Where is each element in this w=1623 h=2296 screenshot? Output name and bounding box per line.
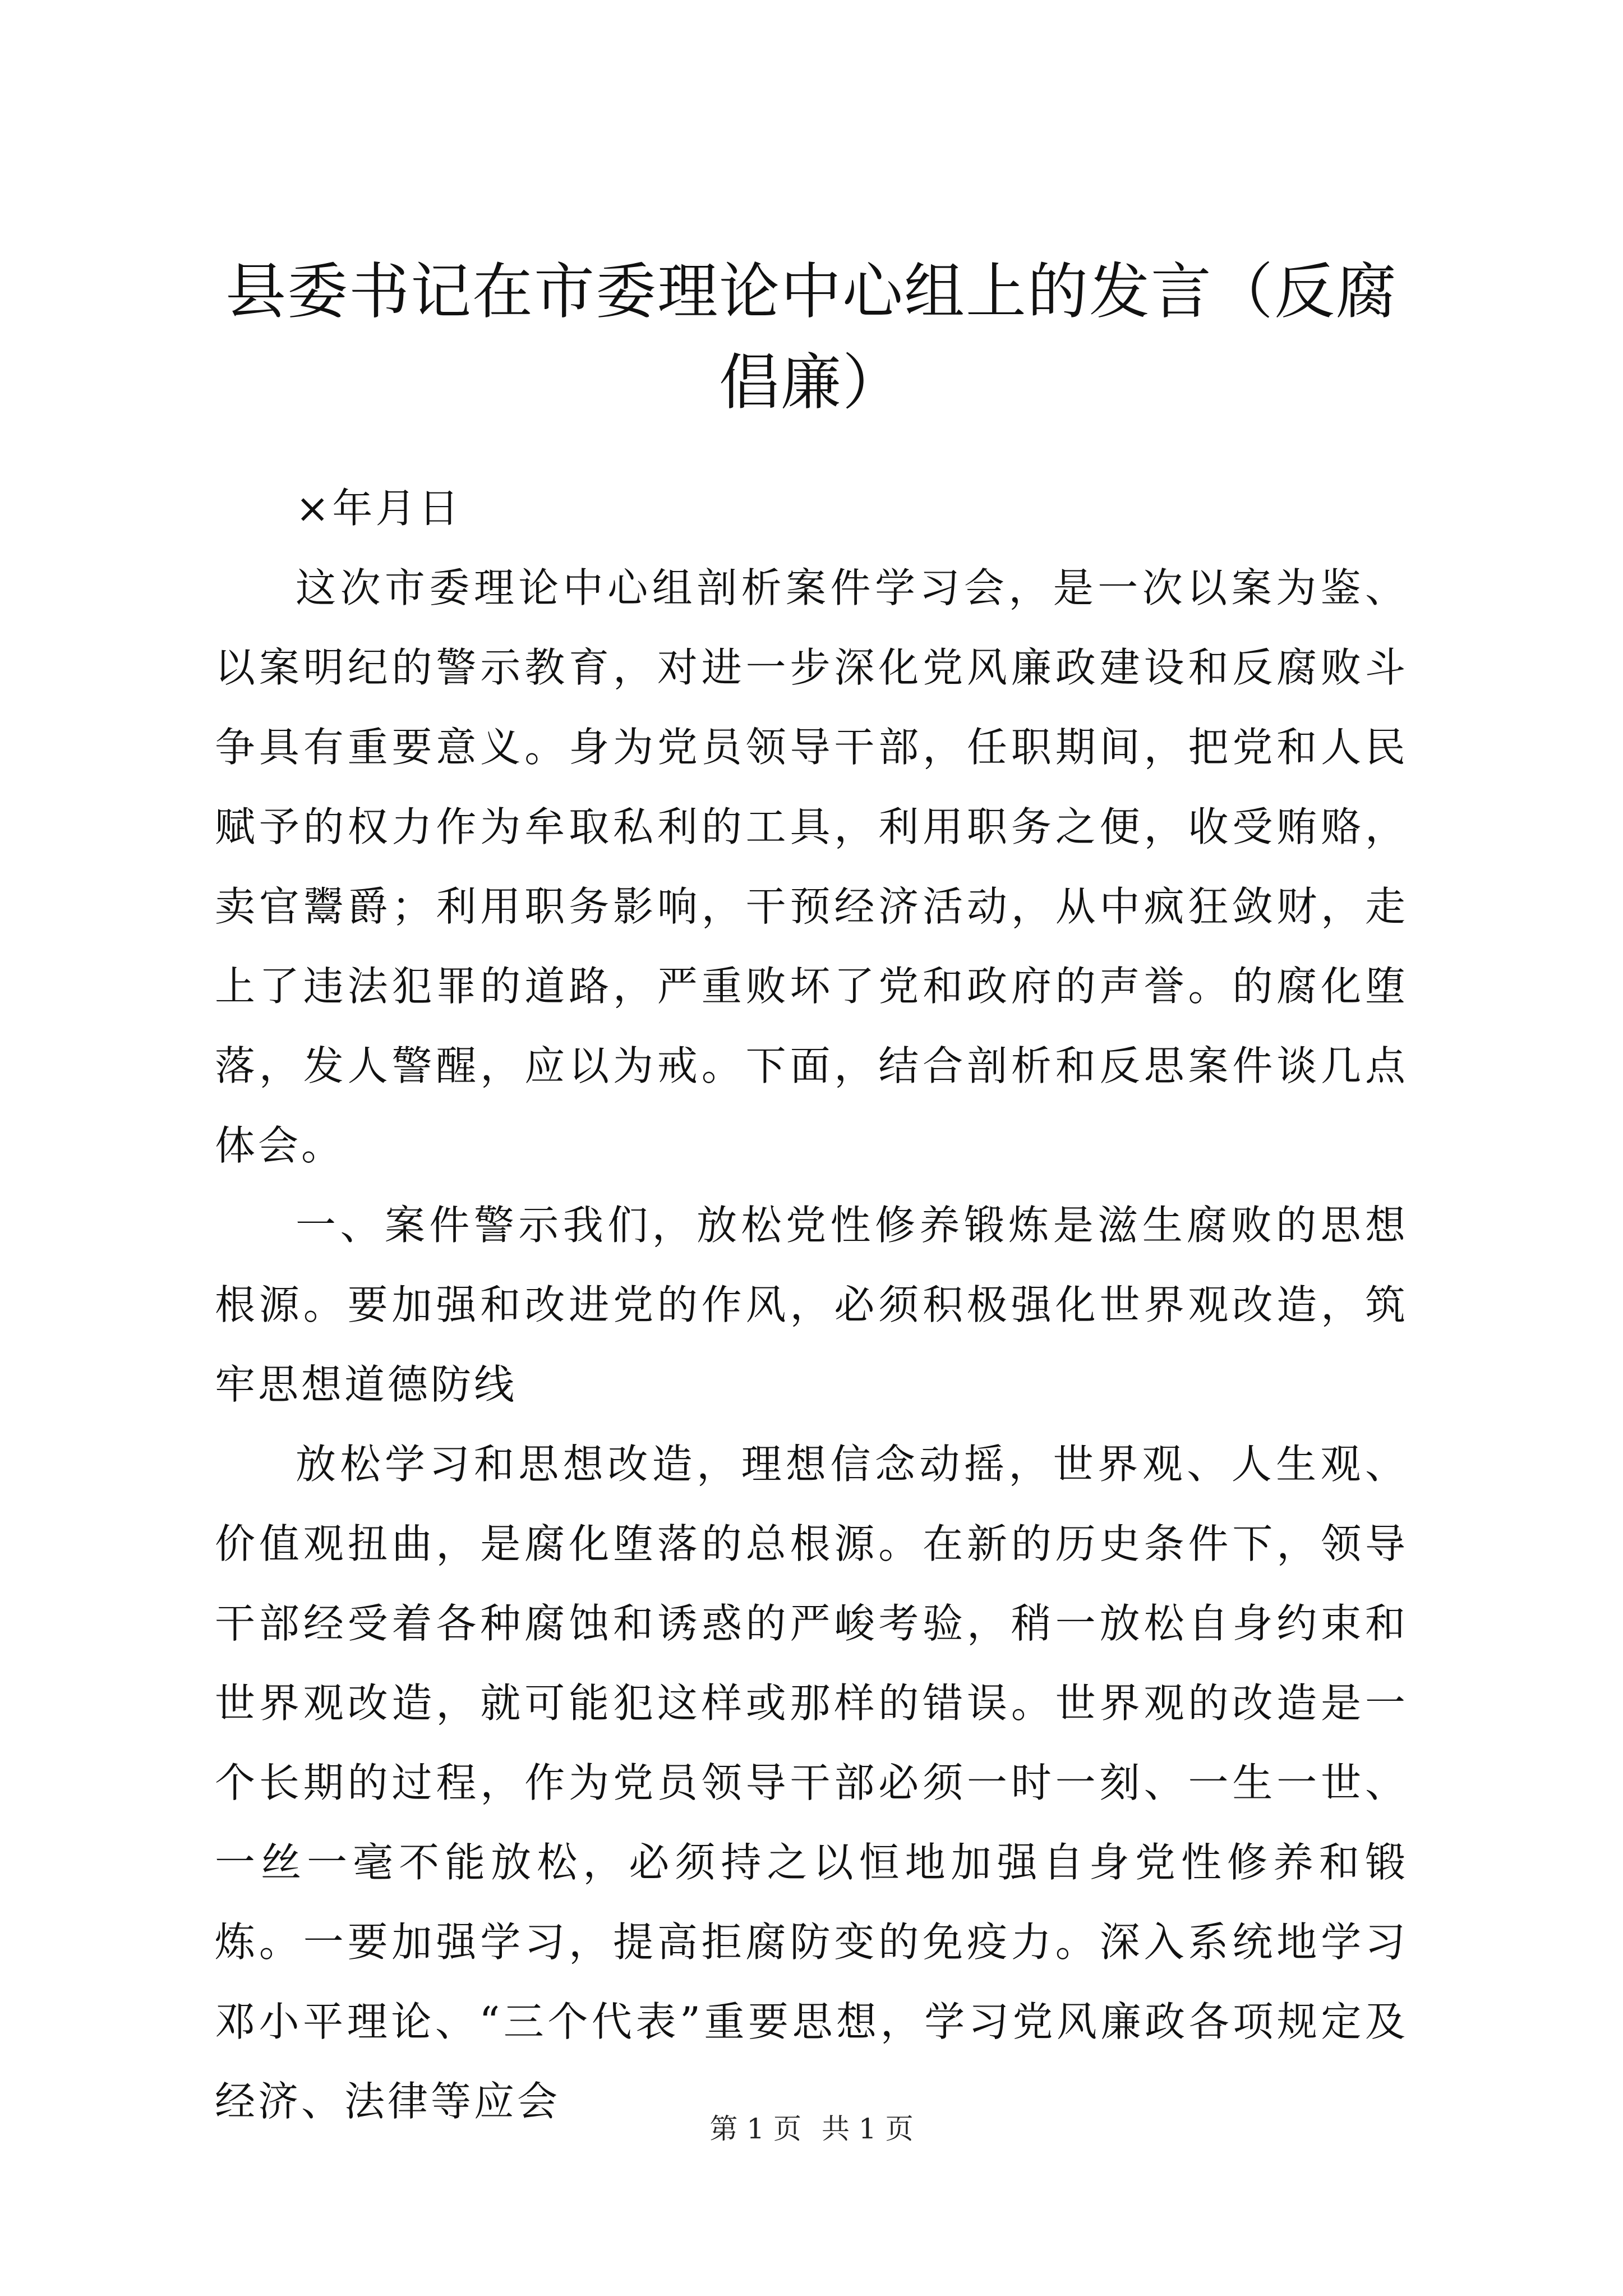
paragraph-section-one-heading: 一、案件警示我们，放松党性修养锻炼是滋生腐败的思想根源。要加强和改进党的作风，必须积极强化世界观改造，筑牢思想道德防线 (215, 1202, 1408, 1408)
paragraph-intro: 这次市委理论中心组剖析案件学习会，是一次以案为鉴、以案明纪的警示教育，对进一步深化党风廉政建设和反腐败斗争具有重要意义。身为党员领导干部，任职期间，把党和人民赋予的权力作为牟取私利的工具，利用职务之便，收受贿赂，卖官鬻爵；利用职务影响，干预经济活动，从中疯狂敛财，走上了违法犯罪的道路，严重败坏了党和政府的声誉。的腐化堕落，发人警醒，应以为戒。下面，结合剖析和反思案件谈几点体会。 (215, 564, 1408, 1169)
page-footer (0, 2109, 1623, 2148)
page-total: 共 1 页 (822, 2113, 914, 2145)
document-body (215, 468, 1408, 2141)
paragraph-section-one-body: 放松学习和思想改造，理想信念动摇，世界观、人生观、价值观扭曲，是腐化堕落的总根源。在新的历史条件下，领导干部经受着各种腐蚀和诱惑的严峻考验，稍一放松自身约束和世界观改造，就可能犯这样或那样的错误。世界观的改造是一个长期的过程，作为党员领导干部必须一时一刻、一生一世、一丝一毫不能放松，必须持之以恒地加强自身党性修养和锻炼。一要加强学习，提高拒腐防变的免疫力。深入系统地学习邓小平理论、“三个代表”重要思想，学习党风廉政各项规定及经济、法律等应会 (215, 1441, 1408, 2125)
date-line: ×年月日 (296, 485, 462, 532)
page-number: 第 1 页 (709, 2113, 801, 2145)
document-title: 县委书记在市委理论中心组上的发言（反腐倡廉） (225, 257, 1398, 418)
